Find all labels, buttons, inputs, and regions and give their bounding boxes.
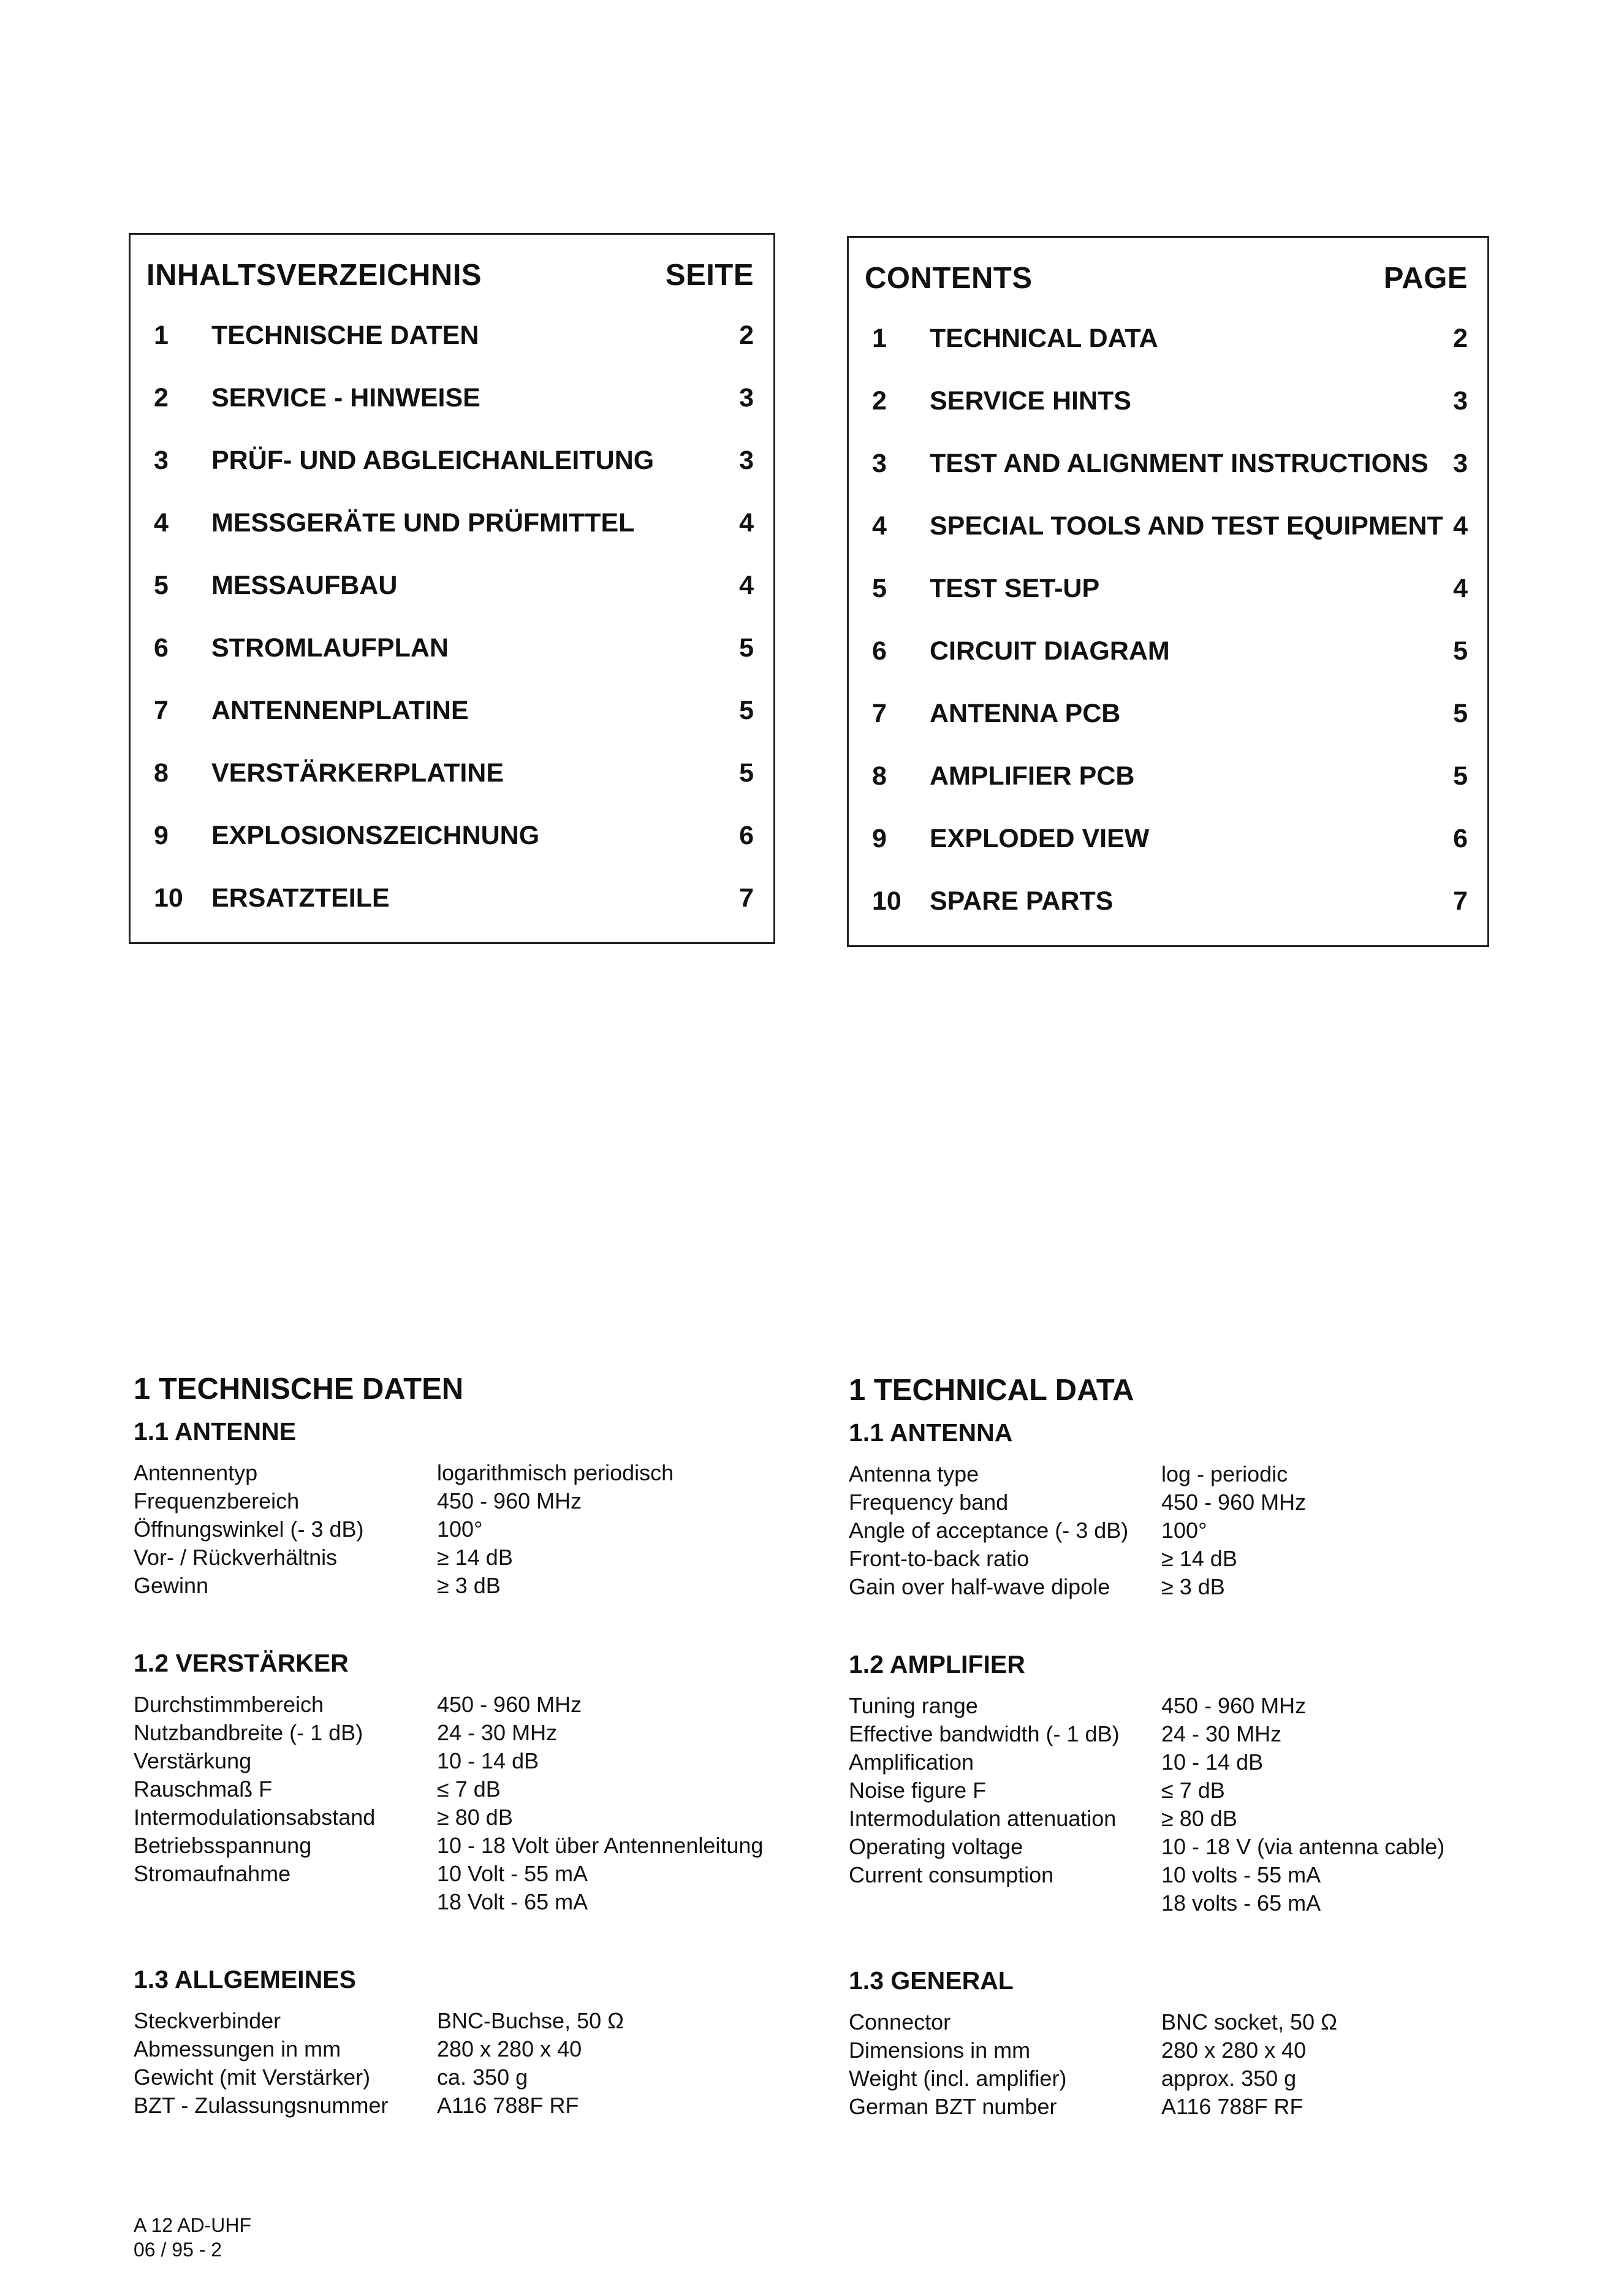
spec-value: 100°: [1161, 1518, 1207, 1543]
toc-row: [865, 511, 1468, 548]
spec-section-general: [849, 1966, 1523, 2121]
spec-value: ≤ 7 dB: [1161, 1778, 1225, 1803]
page-footer: [134, 2213, 251, 2262]
spec-row: [849, 1805, 1523, 1833]
toc-title: INHALTSVERZEICHNIS: [146, 259, 482, 292]
spec-row: [849, 1833, 1523, 1861]
spec-row: [134, 1691, 808, 1719]
spec-value: 280 x 280 x 40: [1161, 2038, 1307, 2063]
spec-row: [849, 1460, 1523, 1488]
toc-num: 4: [154, 508, 169, 538]
toc-page: 3: [1453, 449, 1468, 478]
spec-value: 100°: [437, 1517, 483, 1542]
spec-row: [849, 1488, 1523, 1517]
toc-num: 10: [154, 883, 183, 913]
toc-item-title: TECHNICAL DATA: [930, 324, 1158, 353]
toc-row: [865, 636, 1468, 673]
spec-label: Tuning range: [849, 1693, 978, 1718]
spec-value: 280 x 280 x 40: [437, 2036, 582, 2061]
spec-label: Nutzbandbreite (- 1 dB): [134, 1720, 363, 1745]
toc-item-title: AMPLIFIER PCB: [930, 761, 1135, 791]
toc-item-title: SERVICE HINTS: [930, 386, 1131, 416]
spec-row: [134, 2091, 808, 2120]
spec-value: ≥ 80 dB: [437, 1805, 513, 1830]
toc-item-title: ANTENNA PCB: [930, 699, 1121, 728]
toc-item-title: VERSTÄRKERPLATINE: [211, 758, 504, 788]
spec-label: Steckverbinder: [134, 2008, 281, 2033]
spec-label: Amplification: [849, 1749, 974, 1775]
toc-box-english: [847, 236, 1489, 947]
toc-page: 2: [739, 321, 754, 350]
toc-num: 8: [872, 761, 887, 791]
spec-label: Frequency band: [849, 1490, 1009, 1515]
subsection-title: 1.3 GENERAL: [849, 1966, 1014, 1995]
toc-header: [865, 261, 1468, 295]
spec-label: Frequenzbereich: [134, 1488, 300, 1513]
toc-title: CONTENTS: [865, 262, 1033, 295]
spec-label: Verstärkung: [134, 1748, 252, 1773]
spec-value: 18 Volt - 65 mA: [437, 1889, 588, 1914]
spec-section-amplifier: [134, 1649, 808, 1916]
spec-label: Vor- / Rückverhältnis: [134, 1545, 338, 1570]
toc-num: 2: [154, 383, 169, 413]
spec-list: [134, 1691, 808, 1916]
toc-row: [146, 446, 754, 482]
subsection-title: 1.3 ALLGEMEINES: [134, 1965, 356, 1993]
tech-data-english: [849, 1373, 1523, 2121]
toc-page: 5: [1453, 761, 1468, 791]
toc-num: 5: [154, 571, 169, 600]
toc-num: 4: [872, 511, 887, 541]
spec-value: 10 Volt - 55 mA: [437, 1861, 588, 1886]
toc-row: [146, 821, 754, 858]
toc-num: 7: [154, 696, 169, 725]
spec-value: 10 - 14 dB: [1161, 1749, 1264, 1775]
toc-item-title: TECHNISCHE DATEN: [211, 321, 479, 350]
spec-label: Abmessungen in mm: [134, 2036, 341, 2061]
toc-item-title: EXPLOSIONSZEICHNUNG: [211, 821, 540, 850]
spec-label: Betriebsspannung: [134, 1833, 312, 1858]
toc-item-title: MESSAUFBAU: [211, 571, 398, 600]
spec-row: [134, 1747, 808, 1775]
toc-page: 5: [1453, 636, 1468, 666]
spec-label: Operating voltage: [849, 1834, 1023, 1859]
section-heading: 1 TECHNICAL DATA: [849, 1374, 1134, 1407]
toc-item-title: SERVICE - HINWEISE: [211, 383, 480, 413]
toc-page: 6: [1453, 824, 1468, 853]
spec-label: Gewicht (mit Verstärker): [134, 2065, 371, 2090]
toc-row: [865, 574, 1468, 611]
spec-list: [134, 2007, 808, 2120]
spec-label: Antennentyp: [134, 1460, 258, 1485]
footer-model: A 12 AD-UHF: [134, 2214, 252, 2236]
toc-row: [865, 449, 1468, 485]
spec-label: BZT - Zulassungsnummer: [134, 2093, 389, 2118]
section-heading: 1 TECHNISCHE DATEN: [134, 1372, 464, 1406]
spec-section-antenna: [849, 1418, 1523, 1601]
toc-item-title: PRÜF- UND ABGLEICHANLEITUNG: [211, 446, 655, 475]
toc-item-title: STROMLAUFPLAN: [211, 633, 449, 663]
toc-item-title: CIRCUIT DIAGRAM: [930, 636, 1170, 666]
spec-label: Durchstimmbereich: [134, 1692, 324, 1717]
spec-section-general: [134, 1965, 808, 2120]
spec-label: Rauschmaß F: [134, 1776, 273, 1802]
spec-row: [134, 1543, 808, 1572]
spec-label: German BZT number: [849, 2094, 1057, 2119]
tech-data-german: [134, 1372, 808, 2120]
toc-page: 5: [739, 758, 754, 788]
spec-label: Noise figure F: [849, 1778, 987, 1803]
toc-page: 4: [1453, 574, 1468, 603]
spec-row: [134, 1572, 808, 1600]
spec-value: ≥ 14 dB: [437, 1545, 513, 1570]
toc-item-title: SPARE PARTS: [930, 886, 1114, 916]
spec-value: logarithmisch periodisch: [437, 1460, 674, 1485]
toc-item-title: TEST SET-UP: [930, 574, 1100, 603]
toc-num: 1: [154, 321, 169, 350]
spec-label: Stromaufnahme: [134, 1861, 291, 1886]
toc-num: 6: [872, 636, 887, 666]
toc-box-german: [129, 233, 775, 944]
spec-label: Öffnungswinkel (- 3 dB): [134, 1517, 364, 1542]
spec-value: ≤ 7 dB: [437, 1776, 501, 1802]
toc-page: 7: [739, 883, 754, 913]
toc-num: 5: [872, 574, 887, 603]
spec-value: 10 - 18 V (via antenna cable): [1161, 1834, 1445, 1859]
spec-row: [134, 1775, 808, 1803]
spec-value: ≥ 80 dB: [1161, 1806, 1237, 1831]
toc-item-title: ERSATZTEILE: [211, 883, 390, 913]
toc-num: 9: [154, 821, 169, 850]
spec-value: ca. 350 g: [437, 2065, 528, 2090]
spec-value: BNC socket, 50 Ω: [1161, 2009, 1338, 2034]
spec-value: 10 volts - 55 mA: [1161, 1862, 1321, 1887]
toc-num: 6: [154, 633, 169, 663]
toc-num: 3: [154, 446, 169, 475]
spec-label: Gewinn: [134, 1573, 209, 1598]
spec-row: [134, 1719, 808, 1747]
spec-value: ≥ 14 dB: [1161, 1546, 1237, 1571]
toc-item-title: SPECIAL TOOLS AND TEST EQUIPMENT: [930, 511, 1443, 541]
toc-page-label: SEITE: [665, 259, 754, 292]
toc-num: 9: [872, 824, 887, 853]
toc-item-title: MESSGERÄTE UND PRÜFMITTEL: [211, 508, 635, 538]
toc-row: [865, 386, 1468, 423]
spec-row: [134, 1487, 808, 1515]
toc-page: 7: [1453, 886, 1468, 916]
spec-value: 18 volts - 65 mA: [1161, 1890, 1321, 1916]
spec-row: [134, 1459, 808, 1487]
toc-row: [865, 824, 1468, 861]
spec-row: [849, 1748, 1523, 1776]
subsection-title: 1.2 AMPLIFIER: [849, 1650, 1025, 1678]
spec-row: [849, 2093, 1523, 2121]
toc-row: [865, 324, 1468, 360]
spec-value: ≥ 3 dB: [437, 1573, 501, 1598]
spec-row: [134, 2063, 808, 2091]
toc-num: 1: [872, 324, 887, 353]
spec-row: [134, 1888, 808, 1916]
toc-num: 2: [872, 386, 887, 416]
toc-row: [146, 571, 754, 607]
spec-label: Angle of acceptance (- 3 dB): [849, 1518, 1129, 1543]
spec-value: 24 - 30 MHz: [437, 1720, 558, 1745]
spec-label: Current consumption: [849, 1862, 1054, 1887]
spec-value: 10 - 14 dB: [437, 1748, 539, 1773]
toc-num: 8: [154, 758, 169, 788]
toc-page: 5: [739, 633, 754, 663]
spec-label: Connector: [849, 2009, 951, 2034]
toc-header: [146, 258, 754, 292]
spec-value: approx. 350 g: [1161, 2066, 1297, 2091]
spec-list: [849, 2008, 1523, 2121]
spec-row: [134, 2035, 808, 2063]
toc-item-title: TEST AND ALIGNMENT INSTRUCTIONS: [930, 449, 1429, 478]
spec-row: [849, 1889, 1523, 1917]
toc-row: [146, 696, 754, 733]
toc-page: 4: [739, 508, 754, 538]
spec-list: [134, 1459, 808, 1600]
toc-row: [146, 383, 754, 420]
toc-row: [865, 699, 1468, 736]
spec-value: 450 - 960 MHz: [437, 1488, 582, 1513]
spec-row: [134, 1803, 808, 1832]
spec-value: A116 788F RF: [437, 2093, 579, 2118]
spec-value: log - periodic: [1161, 1461, 1288, 1486]
spec-row: [849, 1861, 1523, 1889]
spec-value: A116 788F RF: [1161, 2094, 1303, 2119]
subsection-title: 1.1 ANTENNE: [134, 1417, 297, 1445]
spec-label: Effective bandwidth (- 1 dB): [849, 1721, 1120, 1746]
spec-label: Intermodulation attenuation: [849, 1806, 1117, 1831]
spec-label: Weight (incl. amplifier): [849, 2066, 1067, 2091]
toc-num: 10: [872, 886, 901, 916]
toc-row: [146, 883, 754, 920]
toc-page: 3: [739, 446, 754, 475]
toc-num: 7: [872, 699, 887, 728]
toc-row: [146, 633, 754, 670]
spec-row: [134, 1832, 808, 1860]
spec-row: [849, 2008, 1523, 2036]
toc-page: 2: [1453, 324, 1468, 353]
toc-row: [146, 508, 754, 545]
spec-list: [849, 1460, 1523, 1601]
spec-value: 24 - 30 MHz: [1161, 1721, 1282, 1746]
spec-value: 450 - 960 MHz: [1161, 1490, 1307, 1515]
toc-page: 4: [1453, 511, 1468, 541]
spec-value: 450 - 960 MHz: [437, 1692, 582, 1717]
toc-num: 3: [872, 449, 887, 478]
toc-row: [146, 321, 754, 357]
toc-page: 5: [739, 696, 754, 725]
spec-label: Dimensions in mm: [849, 2038, 1031, 2063]
toc-page: 3: [1453, 386, 1468, 416]
subsection-title: 1.2 VERSTÄRKER: [134, 1649, 349, 1677]
toc-row: [865, 886, 1468, 923]
spec-value: BNC-Buchse, 50 Ω: [437, 2008, 624, 2033]
spec-row: [849, 2065, 1523, 2093]
subsection-title: 1.1 ANTENNA: [849, 1418, 1013, 1447]
spec-label: Gain over half-wave dipole: [849, 1574, 1110, 1599]
toc-page-label: PAGE: [1383, 262, 1468, 295]
spec-row: [134, 2007, 808, 2035]
spec-label: Antenna type: [849, 1461, 979, 1486]
toc-row: [865, 761, 1468, 798]
toc-item-title: EXPLODED VIEW: [930, 824, 1150, 853]
spec-value: ≥ 3 dB: [1161, 1574, 1225, 1599]
spec-section-amplifier: [849, 1650, 1523, 1917]
toc-page: 6: [739, 821, 754, 850]
toc-page: 4: [739, 571, 754, 600]
spec-row: [849, 1720, 1523, 1748]
spec-value: 450 - 960 MHz: [1161, 1693, 1307, 1718]
spec-label: Intermodulationsabstand: [134, 1805, 376, 1830]
toc-page: 3: [739, 383, 754, 413]
spec-row: [849, 1692, 1523, 1720]
toc-page: 5: [1453, 699, 1468, 728]
toc-row: [146, 758, 754, 795]
footer-code: 06 / 95 - 2: [134, 2239, 222, 2261]
spec-row: [849, 1545, 1523, 1573]
spec-row: [849, 1573, 1523, 1601]
toc-item-title: ANTENNENPLATINE: [211, 696, 469, 725]
spec-row: [849, 1517, 1523, 1545]
spec-label: Front-to-back ratio: [849, 1546, 1030, 1571]
spec-value: 10 - 18 Volt über Antennenleitung: [437, 1833, 764, 1858]
spec-list: [849, 1692, 1523, 1917]
spec-row: [849, 1776, 1523, 1805]
spec-row: [849, 2036, 1523, 2065]
spec-section-antenna: [134, 1417, 808, 1600]
spec-row: [134, 1515, 808, 1543]
spec-row: [134, 1860, 808, 1888]
